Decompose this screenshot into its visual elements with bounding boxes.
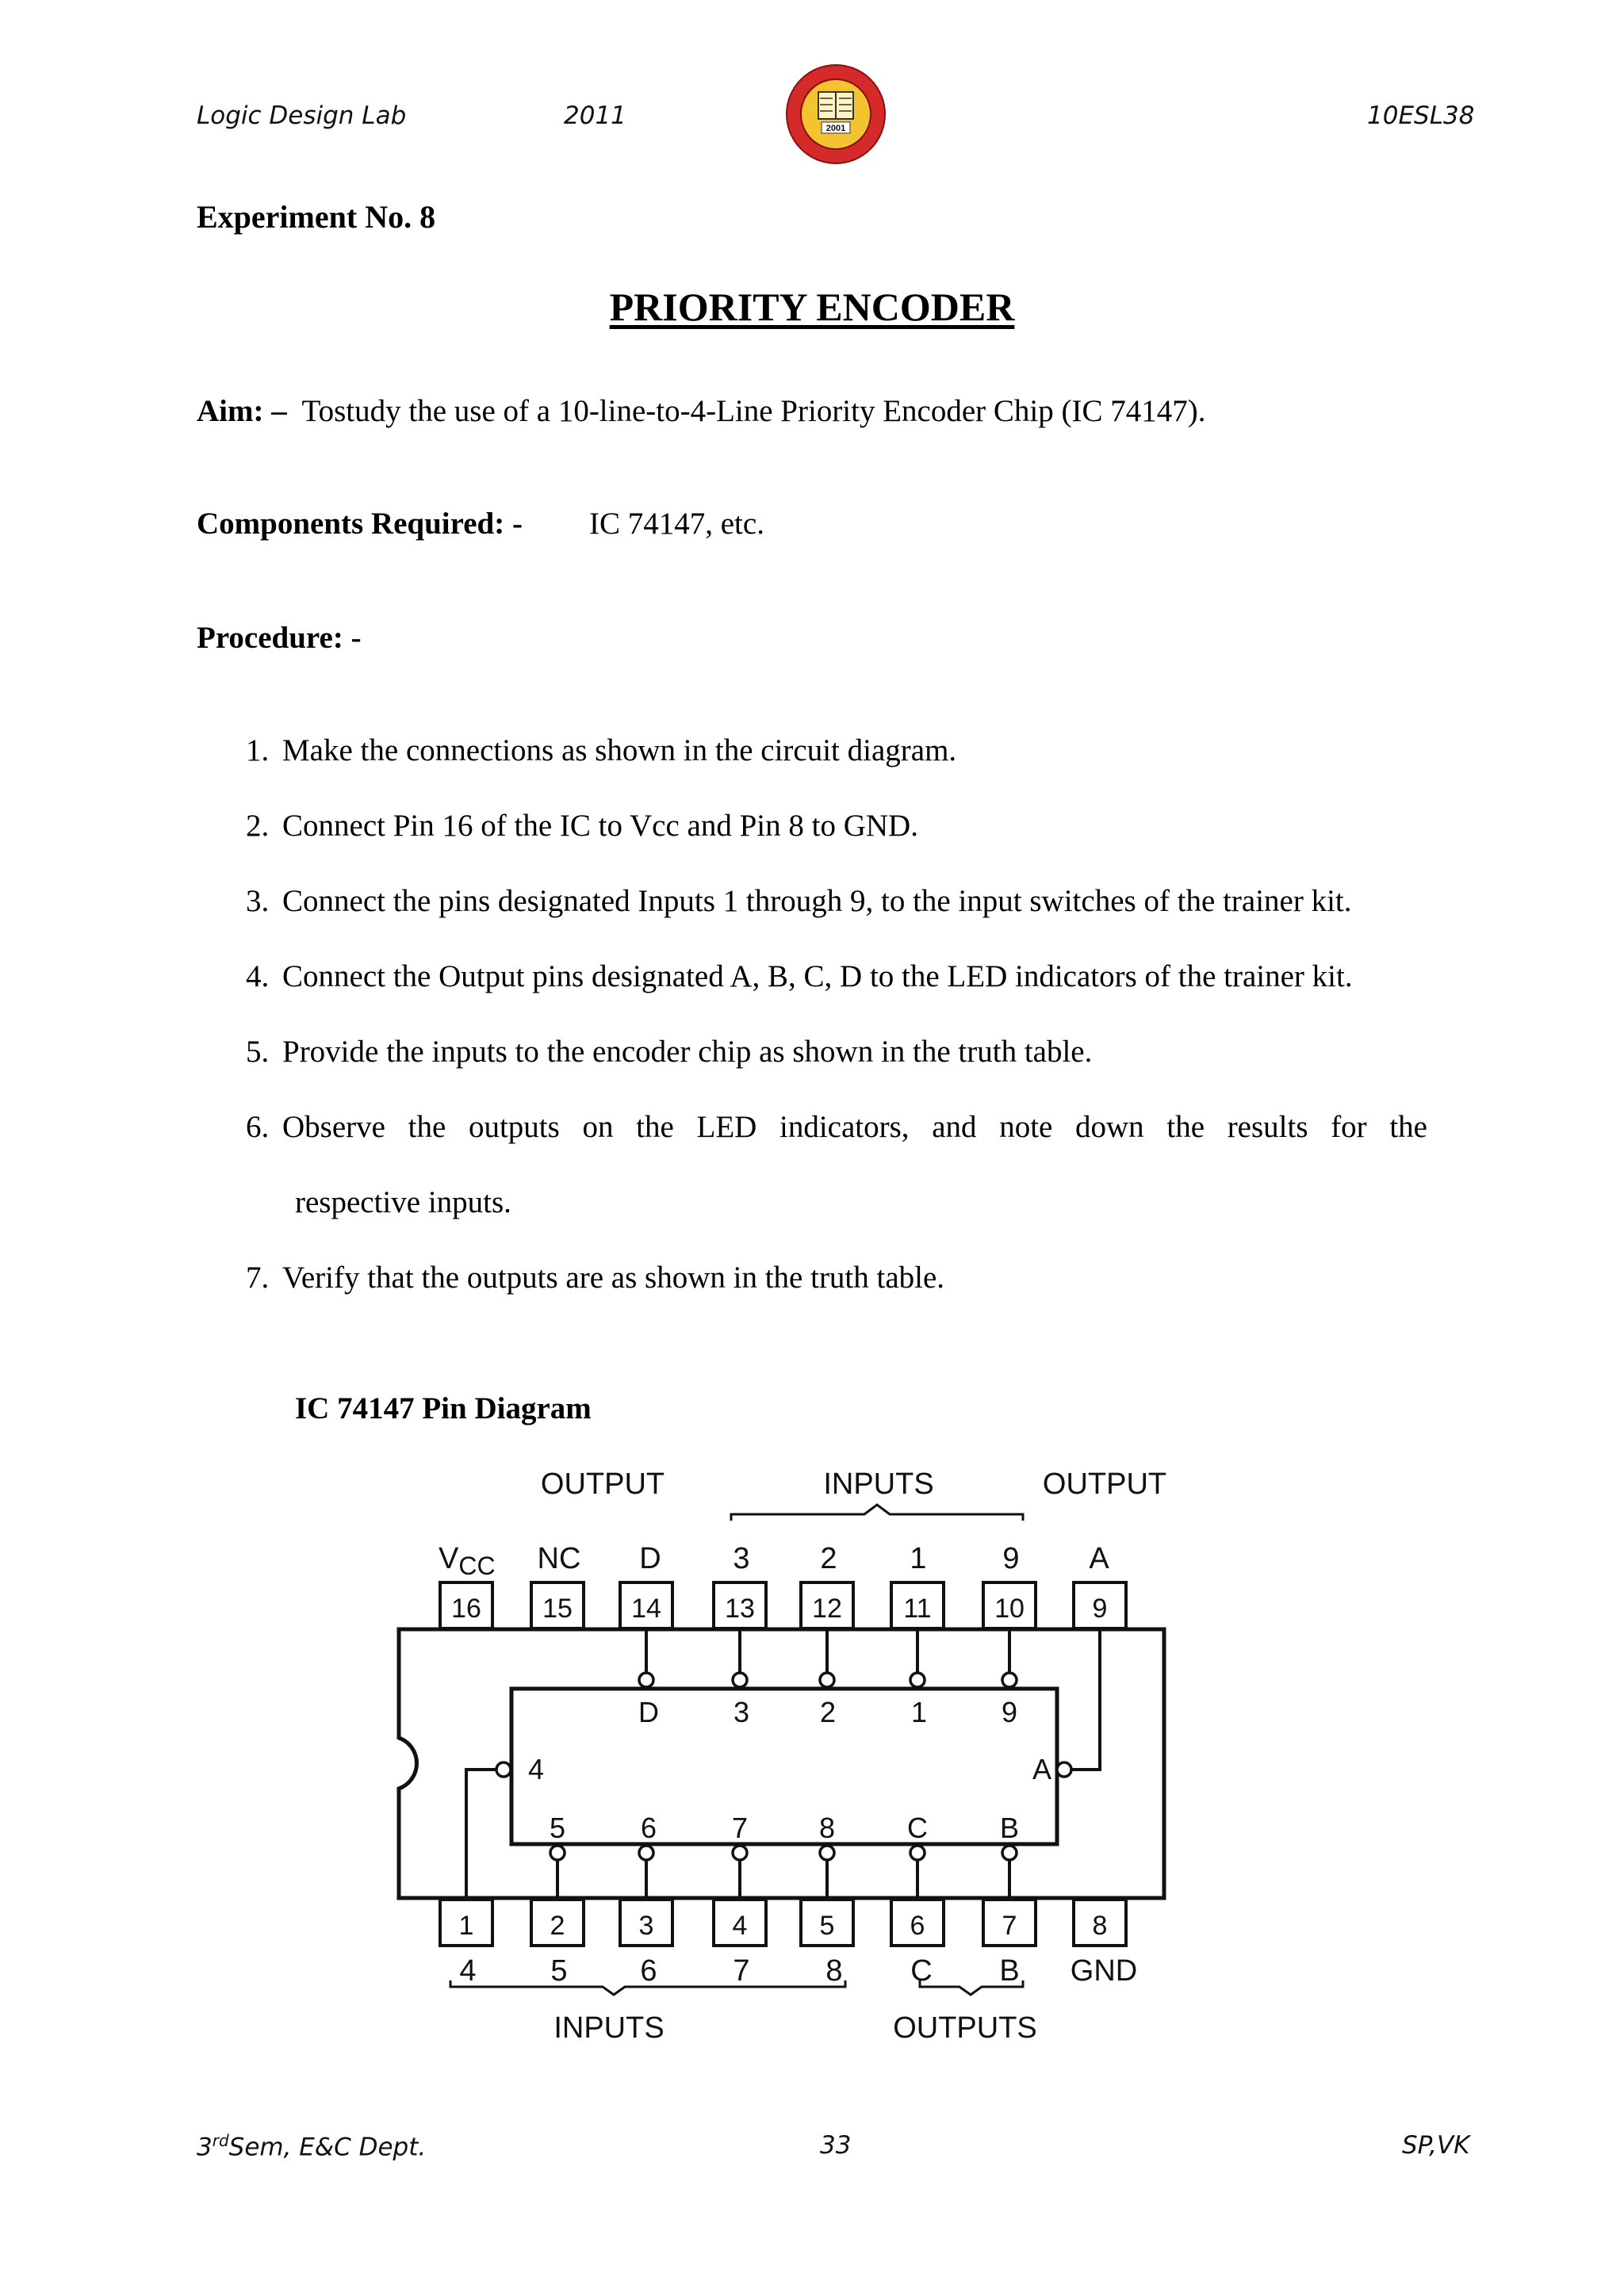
step-number: 3. [246, 884, 270, 918]
step-text: Verify that the outputs are as shown in the truth table. [282, 1261, 945, 1295]
inner-top-label: 9 [1001, 1696, 1018, 1728]
top-signal-label: D [639, 1542, 661, 1575]
top-inputs-label: INPUTS [823, 1468, 934, 1501]
experiment-label: Experiment No. 8 [197, 199, 436, 235]
inner-bottom-label: B [999, 1812, 1020, 1844]
bottom-signal-label: 8 [825, 1954, 843, 1988]
step-text: Provide the inputs to the encoder chip as shown in the truth table. [282, 1035, 1093, 1069]
vcc-label [439, 1542, 496, 1580]
pin-number: 5 [819, 1911, 835, 1941]
header-year: 2011 [564, 101, 626, 130]
bottom-signal-label: 7 [733, 1954, 750, 1988]
inner-bottom-label: C [907, 1812, 928, 1844]
pin-number: 4 [732, 1911, 748, 1941]
top-output-left-label: OUTPUT [540, 1468, 665, 1501]
footer-sem-superscript: rd [212, 2131, 229, 2150]
bottom-signal-label: 6 [640, 1954, 657, 1988]
aim-text: Tostudy the use of a 10-line-to-4-Line Priority Encoder Chip (IC 74147). [301, 394, 1206, 428]
inner-left-label: 4 [528, 1753, 545, 1785]
pin-number: 6 [910, 1911, 925, 1941]
pin-number: 9 [1092, 1594, 1108, 1624]
pin-number: 7 [1002, 1911, 1017, 1941]
components-label: Components Required: - [197, 507, 523, 541]
bottom-inputs-label: INPUTS [553, 2011, 665, 2045]
bottom-signal-label: C [910, 1954, 933, 1988]
pin-number: 13 [725, 1594, 755, 1624]
top-signal-label: 9 [1002, 1542, 1020, 1575]
top-signal-label: 3 [733, 1542, 750, 1575]
pin-number: 1 [458, 1911, 474, 1941]
inner-bottom-label: 8 [818, 1812, 836, 1844]
step-text: Make the connections as shown in the circuit diagram. [282, 733, 957, 767]
top-output-right-label: OUTPUT [1042, 1468, 1167, 1501]
inner-bottom-label: 5 [549, 1812, 566, 1844]
footer-authors: SP,VK [1402, 2131, 1470, 2160]
bottom-outputs-label: OUTPUTS [893, 2011, 1037, 2045]
step-text: Connect Pin 16 of the IC to Vcc and Pin 8 to GND. [282, 809, 918, 843]
vcc-subscript: CC [458, 1552, 496, 1580]
pin-number: 15 [542, 1594, 573, 1624]
inner-top-label: D [638, 1696, 659, 1728]
pin-number: 2 [550, 1911, 565, 1941]
vcc-main: V [439, 1542, 459, 1575]
step-number: 1. [246, 733, 270, 767]
step-number: 6. [246, 1110, 270, 1144]
bottom-signal-label: B [999, 1954, 1020, 1988]
page-title: PRIORITY ENCODER [609, 285, 1015, 329]
top-signal-label: 2 [820, 1542, 837, 1575]
diagram-heading: IC 74147 Pin Diagram [295, 1391, 592, 1425]
pin-number: 14 [631, 1594, 661, 1624]
top-signal-label: NC [537, 1542, 581, 1575]
top-signal-label: 1 [910, 1542, 927, 1575]
step-number: 4. [246, 959, 270, 993]
footer-sem-rest: Sem, E&C Dept. [228, 2133, 427, 2162]
pin-number: 12 [812, 1594, 842, 1624]
footer-semester [197, 2131, 426, 2161]
inner-right-label: A [1032, 1753, 1051, 1785]
step-text: Observe the outputs on the LED indicators, and note down the results for the [282, 1110, 1427, 1144]
top-signal-label: A [1089, 1542, 1109, 1575]
step-text-continuation: respective inputs. [295, 1185, 511, 1219]
procedure-label: Procedure: - [197, 621, 362, 655]
aim-label: Aim: – [197, 394, 287, 428]
inner-top-label: 3 [733, 1696, 750, 1728]
step-number: 5. [246, 1035, 270, 1069]
header-title: Logic Design Lab [197, 101, 407, 130]
pin-number: 16 [451, 1594, 481, 1624]
inner-top-label: 2 [819, 1696, 837, 1728]
bottom-signal-label: 4 [459, 1954, 477, 1988]
inner-bottom-label: 7 [731, 1812, 749, 1844]
step-number: 2. [246, 809, 270, 843]
components-text: IC 74147, etc. [589, 507, 764, 541]
pin-number: 8 [1092, 1911, 1108, 1941]
pin-number: 10 [994, 1594, 1025, 1624]
page-number: 33 [820, 2131, 852, 2160]
pin-number: 11 [903, 1594, 932, 1624]
inner-bottom-label: 6 [640, 1812, 657, 1844]
footer-sem-number: 3 [197, 2133, 213, 2162]
logo-year: 2001 [825, 124, 846, 133]
pin-number: 3 [638, 1911, 654, 1941]
bottom-signal-label: GND [1070, 1954, 1138, 1988]
header-course-code: 10ESL38 [1367, 101, 1475, 130]
step-text: Connect the pins designated Inputs 1 through 9, to the input switches of the trainer kit. [282, 884, 1352, 918]
bottom-signal-label: 5 [550, 1954, 568, 1988]
step-text: Connect the Output pins designated A, B, C, D to the LED indicators of the trainer kit. [282, 959, 1353, 993]
inner-top-label: 1 [910, 1696, 928, 1728]
step-number: 7. [246, 1261, 270, 1295]
